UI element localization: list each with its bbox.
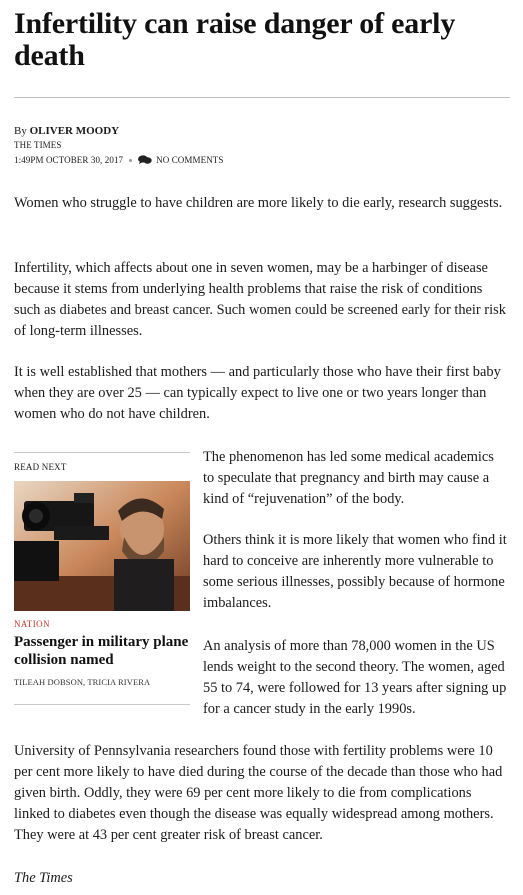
paragraph-1: Women who struggle to have children are more likely to die early, research suggests. — [14, 195, 503, 211]
column-paragraph-1: The phenomenon has led some medical academics to speculate that pregnancy and birth may cause a kind of “rejuvenation” of the body. — [203, 449, 494, 507]
headline: Infertility can raise danger of early death — [14, 7, 456, 72]
comments-link[interactable]: NO COMMENTS — [156, 155, 224, 165]
byline — [14, 124, 119, 138]
paragraph-final: University of Pennsylvania researchers found those with fertility problems were 10 per cent more likely to have died during the course of the decade than those who had given birth. Oddly, they were 69 per cent more likely to die from complications linked to diabetes even though the disease was equally widespread among mothers. They were at 43 per cent greater risk of breast cancer. — [14, 743, 503, 843]
publish-datetime: 1:49PM OCTOBER 30, 2017 — [14, 155, 124, 165]
read-next-label: READ NEXT — [14, 462, 67, 472]
dateline — [14, 155, 224, 165]
publication-name: THE TIMES — [14, 140, 62, 150]
read-next-section[interactable]: NATION — [14, 619, 50, 629]
author-link[interactable]: OLIVER MOODY — [29, 125, 120, 137]
read-next-authors: TILEAH DOBSON, TRICIA RIVERA — [14, 677, 151, 687]
column-paragraph-2: Others think it is more likely that women who find it hard to conceive are inherently more vulnerable to some serious illnesses, possibly because of hormone imbalances. — [203, 532, 507, 611]
read-next-card[interactable] — [14, 452, 190, 705]
photo-man-with-camera — [14, 481, 190, 611]
headline-divider — [14, 97, 510, 98]
comments-icon — [138, 155, 152, 165]
column-paragraph-3: An analysis of more than 78,000 women in the US lends weight to the second theory. The women, aged 55 to 74, were followed for 13 years after signing up for a cancer study in the early 1990s. — [203, 638, 507, 717]
read-next-title[interactable]: Passenger in military plane collision named — [14, 634, 189, 668]
paragraph-2: Infertility, which affects about one in seven women, may be a harbinger of disease because it stems from underlying health problems that raise the risk of conditions such as diabetes and breast cancer. Such women could be screened early for their risk of long-term illnesses. — [14, 260, 506, 339]
separator-dot — [129, 159, 132, 162]
signoff: The Times — [14, 870, 73, 886]
by-label: By — [14, 125, 27, 137]
paragraph-3: It is well established that mothers — and particularly those who have their first baby when they are over 25 — can typically expect to live one or two years longer than women who do not have children. — [14, 364, 501, 422]
read-next-image[interactable] — [14, 481, 190, 611]
